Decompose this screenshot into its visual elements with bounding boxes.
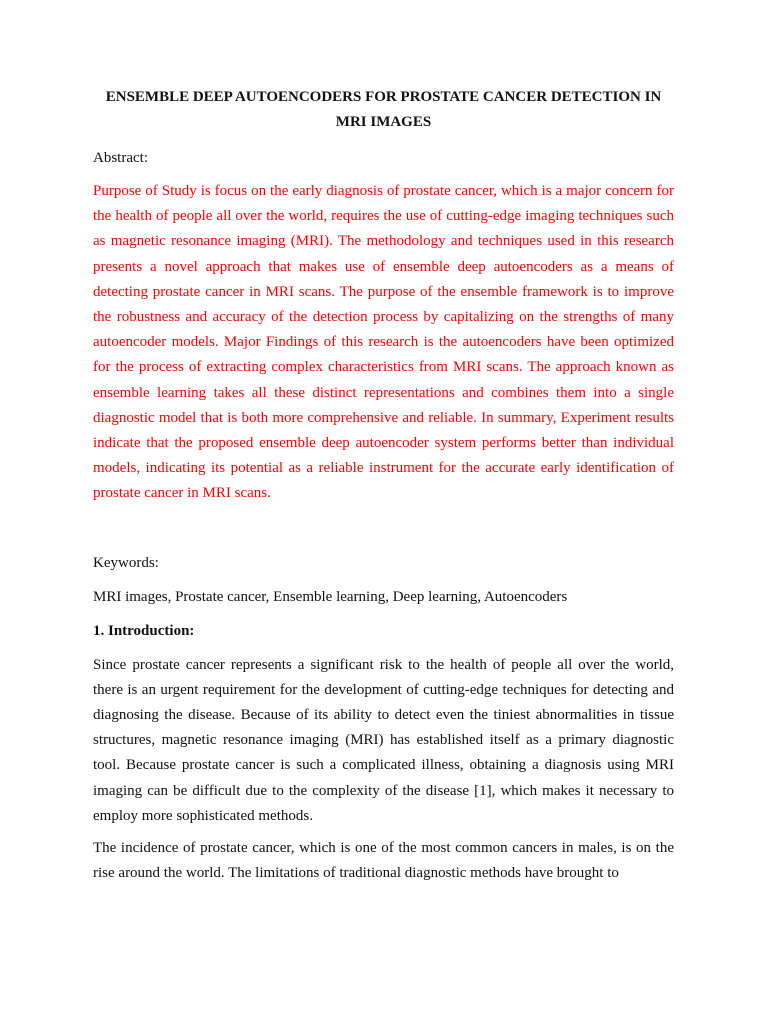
keywords-label: Keywords: [93, 554, 159, 571]
abstract-text: Purpose of Study is focus on the early diagnosis of prostate cancer, which is a major concern for the health of people all over the world, requires the use of cutting-edge imaging techniques such as magnetic resonance imaging (MRI). The methodology and techniques used in this research presents a novel approach that makes use of ensemble deep autoencoders as a means of detecting prostate cancer in MRI scans. The purpose of the ensemble framework is to improve the robustness and accuracy of the detection process by capitalizing on the strengths of many autoencoder models. Major Findings of this research is the autoencoders have been optimized for the process of extracting complex characteristics from MRI scans. The approach known as ensemble learning takes all these distinct representations and combines them into a single diagnostic model that is both more comprehensive and reliable. In summary, Experiment results indicate that the proposed ensemble deep autoencoder system performs better than individual models, indicating its potential as a reliable instrument for the accurate early identification of prostate cancer in MRI scans. [93, 183, 674, 502]
introduction-paragraph-1: Since prostate cancer represents a significant risk to the health of people all over the world, there is an urgent requirement for the development of cutting-edge techniques for detecting and diagnosing the disease. Because of its ability to detect even the tiniest abnormalities in tissue structures, magnetic resonance imaging (MRI) has established itself as a primary diagnostic tool. Because prostate cancer is such a complicated illness, obtaining a diagnosis using MRI imaging can be difficult due to the complexity of the disease [1], which makes it necessary to employ more sophisticated methods. [93, 656, 674, 824]
abstract-label: Abstract: [93, 150, 148, 166]
keywords-text: MRI images, Prostate cancer, Ensemble learning, Deep learning, Autoencoders [93, 588, 568, 605]
introduction-paragraph-2: The incidence of prostate cancer, which is one of the most common cancers in males, is on the rise around the world. The limitations of traditional diagnostic methods have brought to [93, 840, 674, 882]
introduction-heading: 1. Introduction: [93, 622, 195, 639]
paper-title: ENSEMBLE DEEP AUTOENCODERS FOR PROSTATE CANCER DETECTION IN MRI IMAGES [105, 89, 662, 130]
document-page [93, 82, 674, 886]
